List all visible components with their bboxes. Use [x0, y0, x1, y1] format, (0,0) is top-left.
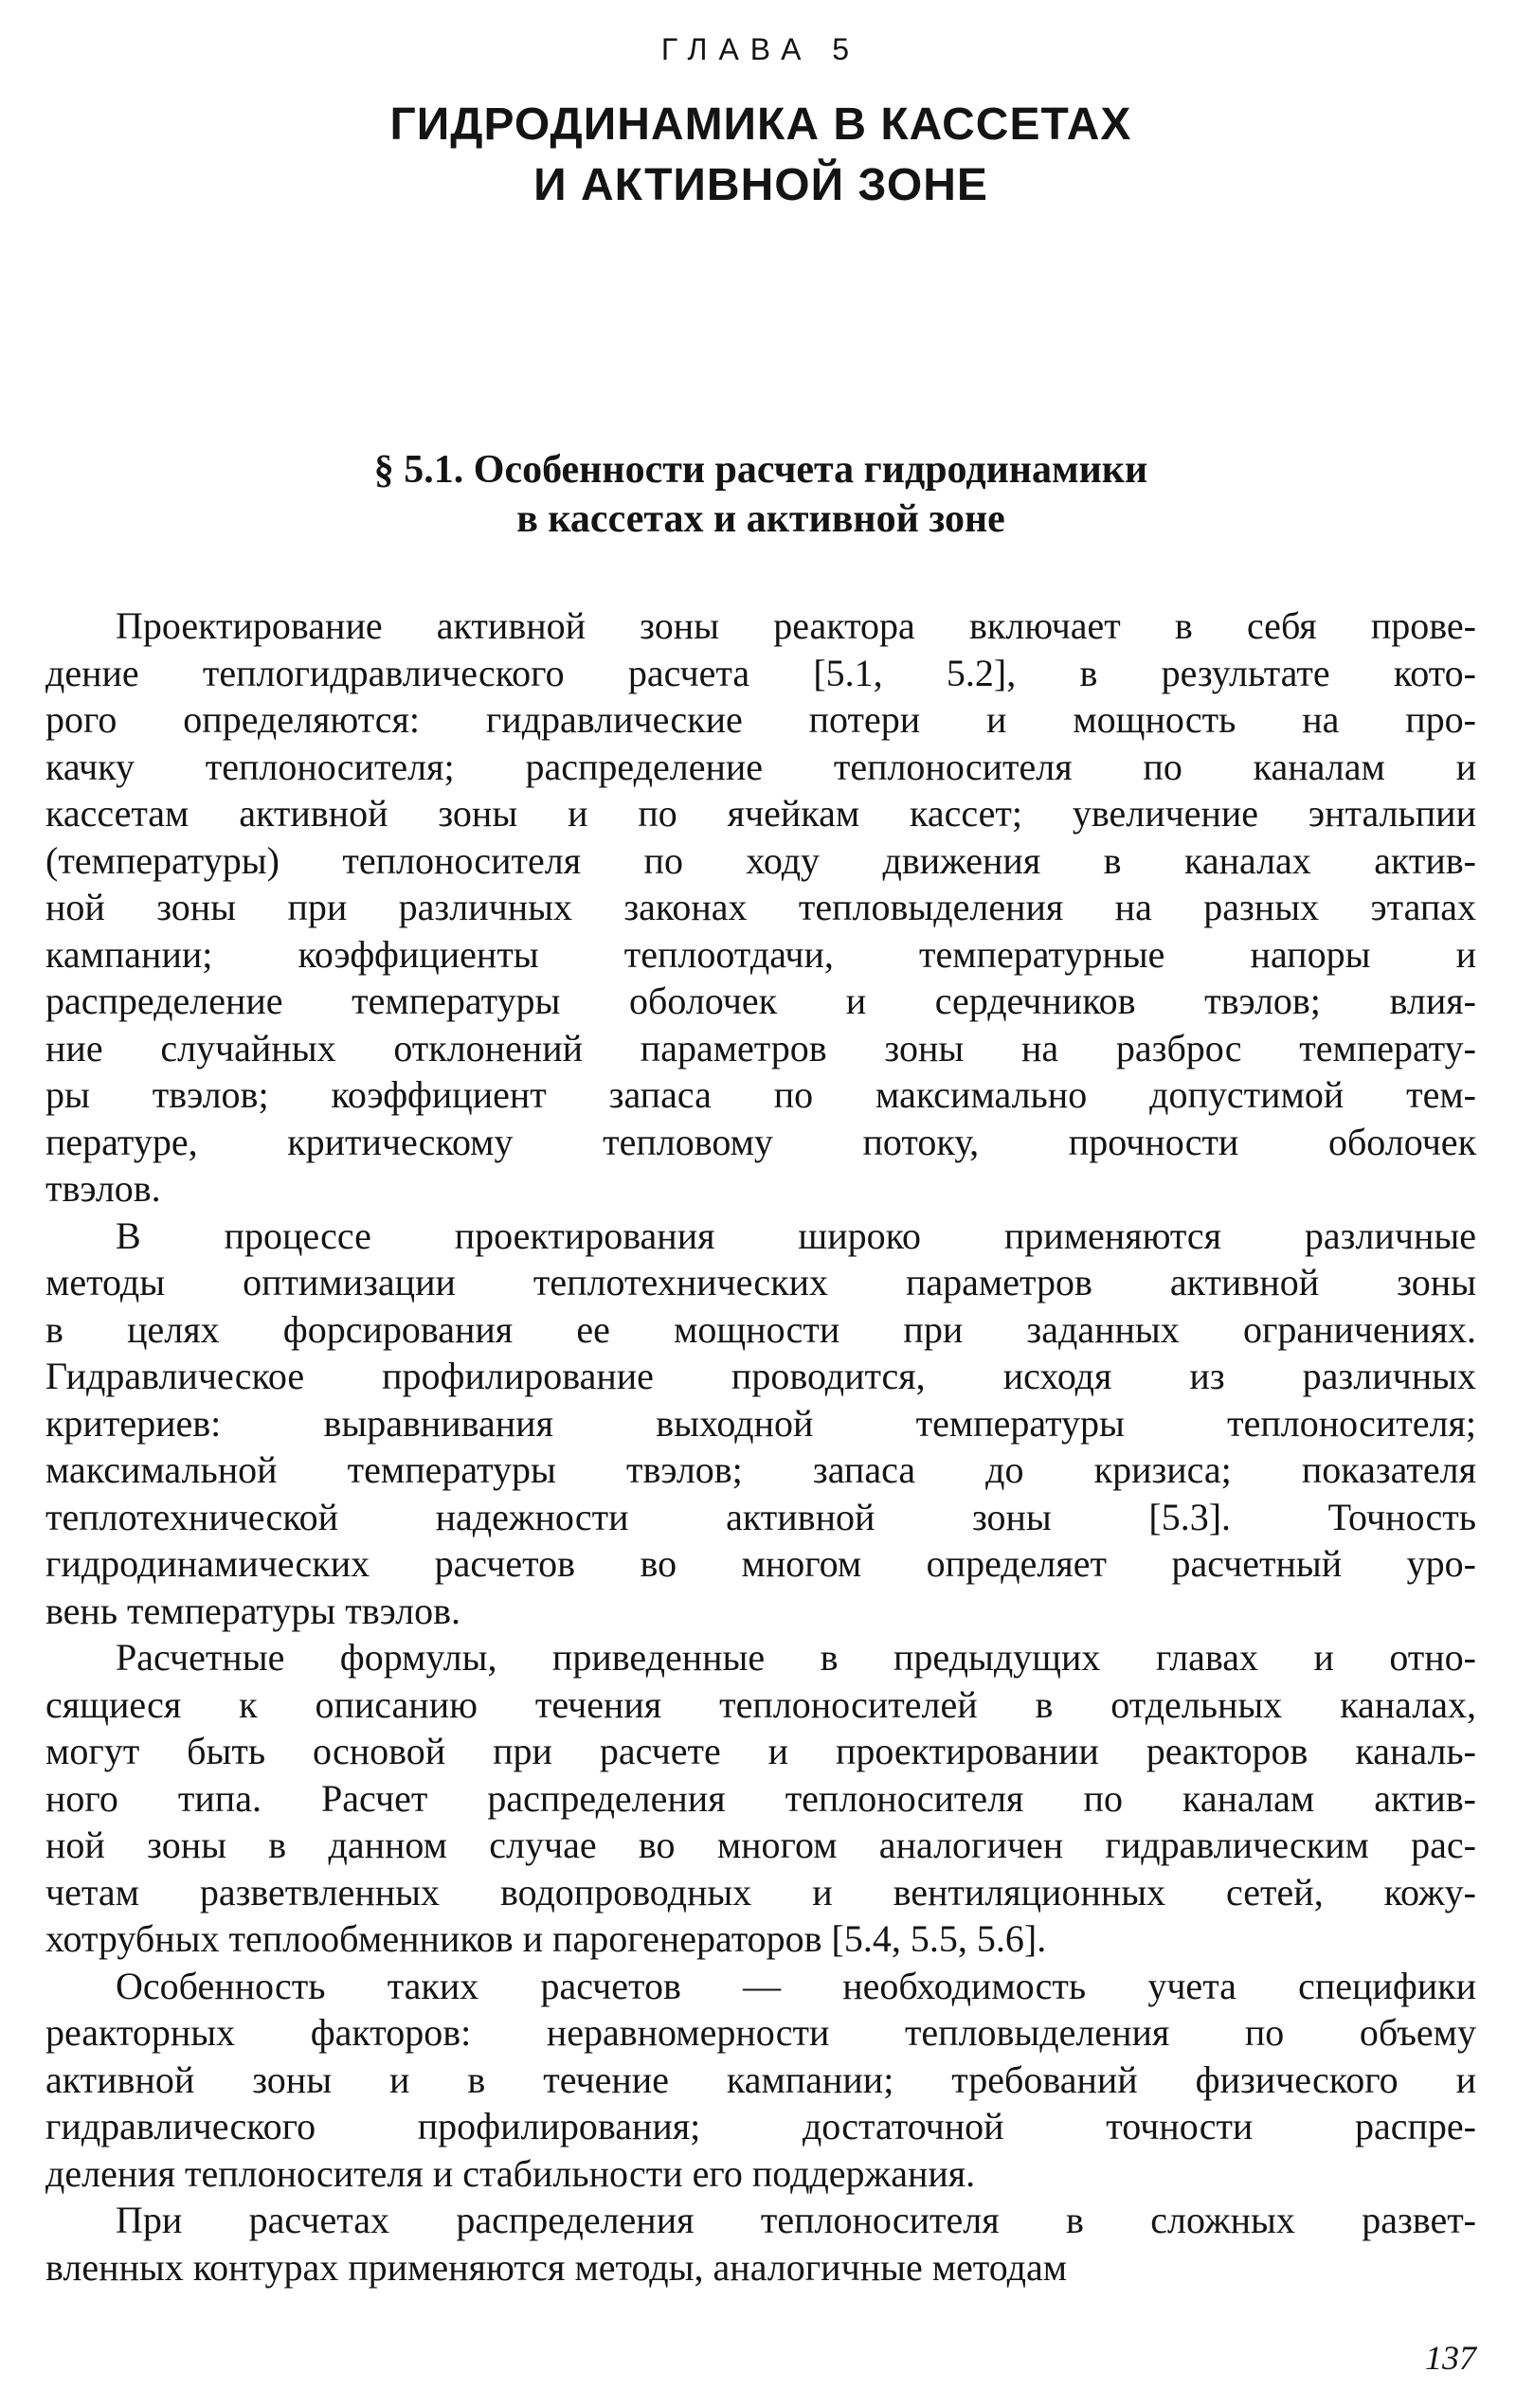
text-line: ры твэлов; коэффициент запаса по максимально допустимой тем-: [45, 1073, 1476, 1116]
text-line: гидравлического профилирования; достаточной точности распре-: [45, 2105, 1476, 2147]
text-line: критериев: выравнивания выходной температуры теплоносителя;: [45, 1401, 1476, 1445]
section-title-line: в кассетах и активной зоне: [516, 497, 1005, 541]
text-line: теплотехнической надежности активной зоны [5.3]. Точность: [45, 1495, 1476, 1538]
text-line: методы оптимизации теплотехнических параметров активной зоны: [45, 1261, 1476, 1303]
paragraph: [45, 1634, 1476, 1963]
text-line: Гидравлическое профилирование проводится, исходя из различных: [45, 1355, 1476, 1397]
text-line: сящиеся к описанию течения теплоносителей в отдельных каналах,: [45, 1682, 1476, 1726]
text-line: вень температуры твэлов.: [45, 1589, 460, 1632]
text-line: пературе, критическому тепловому потоку, прочности оболочек: [45, 1120, 1476, 1163]
text-line: рого определяются: гидравлические потери и мощность на про-: [45, 698, 1476, 741]
paragraph: [45, 2197, 1476, 2291]
text-line: (температуры) теплоносителя по ходу движения в каналах актив-: [45, 838, 1476, 882]
text-line: ной зоны в данном случае во многом аналогичен гидравлическим рас-: [45, 1824, 1476, 1866]
text-line: Расчетные формулы, приведенные в предыдущих главах и отно-: [116, 1636, 1476, 1679]
text-line: При расчетах распределения теплоносителя в сложных развет-: [116, 2199, 1476, 2241]
text-line: деления теплоносителя и стабильности его поддержания.: [45, 2151, 976, 2195]
paragraph: [45, 1213, 1476, 1635]
text-line: хотрубных теплообменников и парогенераторов [5.4, 5.5, 5.6].: [45, 1917, 1047, 1960]
text-line: активной зоны и в течение кампании; требований физического и: [45, 2058, 1476, 2101]
text-line: в целях форсирования ее мощности при заданных ограничениях.: [45, 1307, 1476, 1351]
body-text: [45, 602, 1476, 2291]
text-line: Проектирование активной зоны реактора включает в себя прове-: [116, 604, 1476, 647]
text-line: ного типа. Расчет распределения теплоносителя по каналам актив-: [45, 1776, 1476, 1820]
page-number: 137: [1425, 2339, 1476, 2377]
text-line: ние случайных отклонений параметров зоны на разброс температу-: [45, 1026, 1476, 1069]
text-line: могут быть основой при расчете и проектировании реакторов каналь-: [45, 1730, 1476, 1772]
text-line: кассетам активной зоны и по ячейкам кассет; увеличение энтальпии: [45, 792, 1476, 835]
text-line: гидродинамических расчетов во многом определяет расчетный уро-: [45, 1542, 1476, 1585]
chapter-label: ГЛАВА 5: [660, 32, 861, 66]
text-line: ной зоны при различных законах тепловыделения на разных этапах: [45, 886, 1476, 928]
text-line: Особенность таких расчетов — необходимость учета специфики: [116, 1964, 1476, 2007]
section-title-line: § 5.1. Особенности расчета гидродинамики: [373, 448, 1148, 492]
text-line: твэлов.: [45, 1167, 161, 1210]
text-line: качку теплоносителя; распределение теплоносителя по каналам и: [45, 745, 1476, 788]
text-line: распределение температуры оболочек и сердечников твэлов; влия-: [45, 979, 1476, 1022]
book-page: [45, 0, 1476, 2408]
text-line: четам разветвленных водопроводных и вентиляционных сетей, кожу-: [45, 1870, 1476, 1914]
paragraph: [45, 602, 1476, 1213]
chapter-title-line: ГИДРОДИНАМИКА В КАССЕТАХ: [389, 99, 1132, 150]
text-line: кампании; коэффициенты теплоотдачи, температурные напоры и: [45, 932, 1476, 976]
text-line: В процессе проектирования широко применяются различные: [116, 1213, 1476, 1257]
chapter-title: [45, 95, 1476, 216]
section-title: [45, 445, 1476, 544]
chapter-title-line: И АКТИВНОЙ ЗОНЕ: [533, 160, 988, 210]
text-line: дение теплогидравлического расчета [5.1, 5.2], в результате кото-: [45, 651, 1476, 694]
text-line: реакторных факторов: неравномерности тепловыделения по объему: [45, 2011, 1476, 2054]
text-line: максимальной температуры твэлов; запаса до кризиса; показателя: [45, 1448, 1476, 1491]
text-line: вленных контурах применяются методы, аналогичные методам: [45, 2245, 1068, 2289]
paragraph: [45, 1963, 1476, 2198]
